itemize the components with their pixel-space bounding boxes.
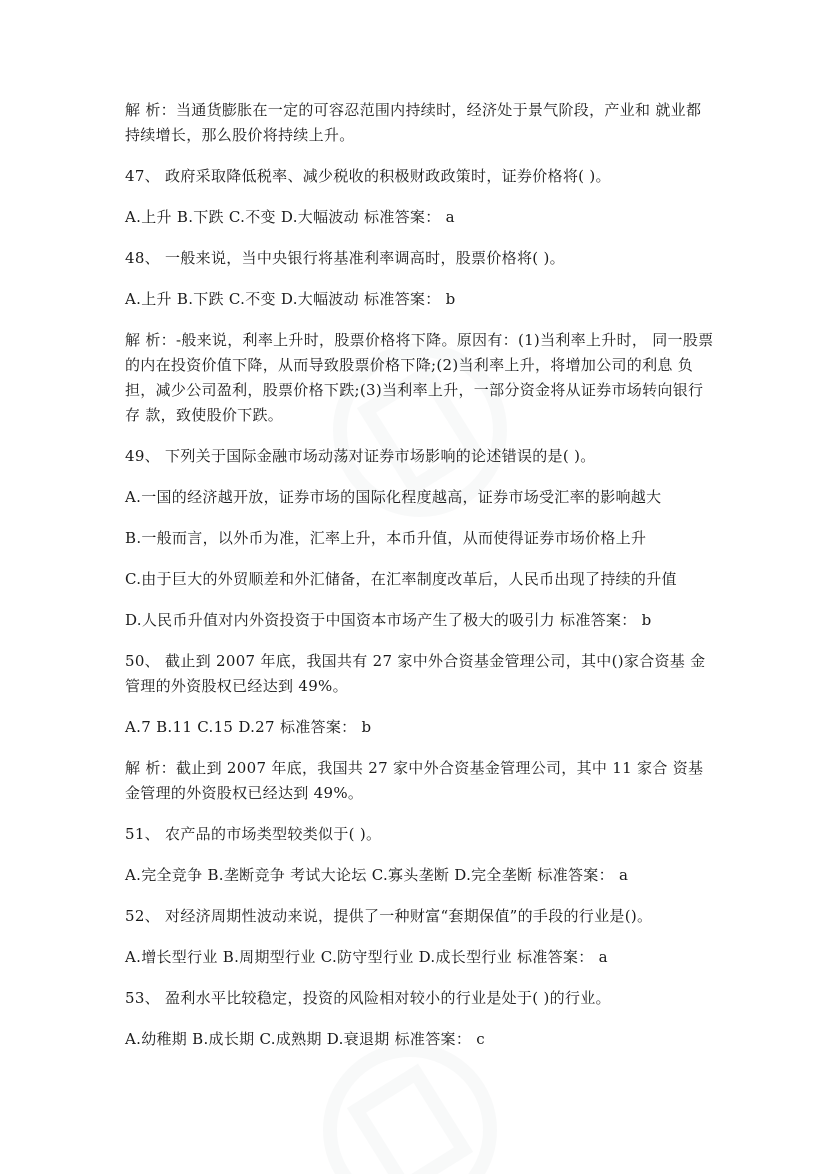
analysis-48: 解 析：-般来说，利率上升时，股票价格将下降。原因有：(1)当利率上升时， 同一股票的内在投资价值下降，从而导致股票价格下降;(2)当利率上升，将增加公司的利息 负担，减少公司盈利，股票价格下跌;(3)当利率上升，一部分资金将从证券市场转向银行存 款，致使股价下跌。: [125, 331, 714, 424]
question-50: 50、 截止到 2007 年底，我国共有 27 家中外合资基金管理公司，其中()家合资基 金管理的外资股权已经达到 49%。: [125, 652, 706, 695]
options-51: A.完全竞争 B.垄断竞争 考试大论坛 C.寡头垄断 D.完全垄断 标准答案： a: [125, 866, 629, 884]
option-49-d: D.人民币升值对内外资投资于中国资本市场产生了极大的吸引力 标准答案： b: [125, 611, 652, 629]
question-52: 52、 对经济周期性波动来说，提供了一种财富“套期保值”的手段的行业是()。: [125, 907, 653, 925]
question-53: 53、 盈利水平比较稳定，投资的风险相对较小的行业是处于( )的行业。: [125, 989, 611, 1007]
options-52: A.增长型行业 B.周期型行业 C.防守型行业 D.成长型行业 标准答案： a: [125, 948, 608, 966]
document-body: [125, 98, 715, 1068]
question-51: 51、 农产品的市场类型较类似于( )。: [125, 825, 382, 843]
question-49: 49、 下列关于国际金融市场动荡对证券市场影响的论述错误的是( )。: [125, 447, 596, 465]
options-47: A.上升 B.下跌 C.不变 D.大幅波动 标准答案： a: [125, 208, 455, 226]
option-49-a: A.一国的经济越开放，证券市场的国际化程度越高，证券市场受汇率的影响越大: [125, 488, 662, 506]
option-49-b: B.一般而言，以外币为准，汇率上升，本币升值，从而使得证券市场价格上升: [125, 529, 647, 547]
option-49-c: C.由于巨大的外贸顺差和外汇储备，在汇率制度改革后，人民币出现了持续的升值: [125, 570, 677, 588]
analysis-50: 解 析：截止到 2007 年底，我国共 27 家中外合资基金管理公司，其中 11 家合 资基金管理的外资股权已经达到 49%。: [125, 759, 704, 802]
options-53: A.幼稚期 B.成长期 C.成熟期 D.衰退期 标准答案： c: [125, 1030, 485, 1048]
analysis-46: 解 析：当通货膨胀在一定的可容忍范围内持续时，经济处于景气阶段，产业和 就业都持续增长，那么股价将持续上升。: [125, 101, 702, 144]
question-47: 47、 政府采取降低税率、减少税收的积极财政政策时，证券价格将( )。: [125, 167, 611, 185]
options-48: A.上升 B.下跌 C.不变 D.大幅波动 标准答案： b: [125, 290, 456, 308]
options-50: A.7 B.11 C.15 D.27 标准答案： b: [125, 718, 372, 736]
question-48: 48、 一般来说，当中央银行将基准利率调高时，股票价格将( )。: [125, 249, 565, 267]
